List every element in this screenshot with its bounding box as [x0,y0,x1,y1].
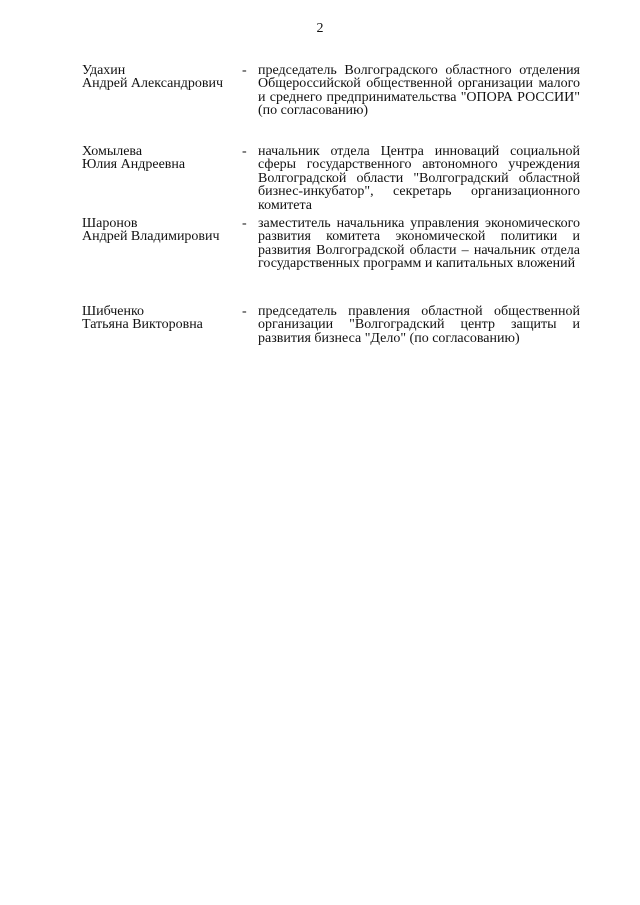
member-given-names: Андрей Александрович [82,76,224,92]
member-role: председатель правления областной общественной организации "Волгоградский центр защиты и развития бизнеса "Дело" (по согласованию) [258,304,580,346]
member-dash: - [242,216,247,231]
member-surname: Шаронов [82,216,138,231]
member-dash: - [242,144,247,159]
member-surname: Хомылева [82,144,143,159]
member-dash: - [242,304,247,319]
member-role: заместитель начальника управления экономического развития комитета экономической политики и развития Волгоградской области – начальник отдела государственных программ и капитальных вложений [258,216,580,272]
member-given-names: Татьяна Викторовна [82,317,203,333]
member-name [82,145,242,172]
member-surname: Шибченко [82,304,145,319]
member-name [82,305,242,332]
member-dash: - [242,63,247,78]
member-name [82,217,242,244]
member-name [82,64,242,91]
page-number: 2 [316,21,324,36]
member-role: председатель Волгоградского областного отделения Общероссийской общественной организации малого и среднего предпринимательства "ОПОРА РОССИИ" (по согласованию) [258,63,580,119]
member-surname: Удахин [82,63,126,78]
member-given-names: Юлия Андреевна [82,157,186,173]
member-role: начальник отдела Центра инноваций социальной сферы государственного автономного учреждения Волгоградской области "Волгоградский областной бизнес-инкубатор", секретарь организационного комитета [258,144,580,213]
member-given-names: Андрей Владимирович [82,229,220,245]
